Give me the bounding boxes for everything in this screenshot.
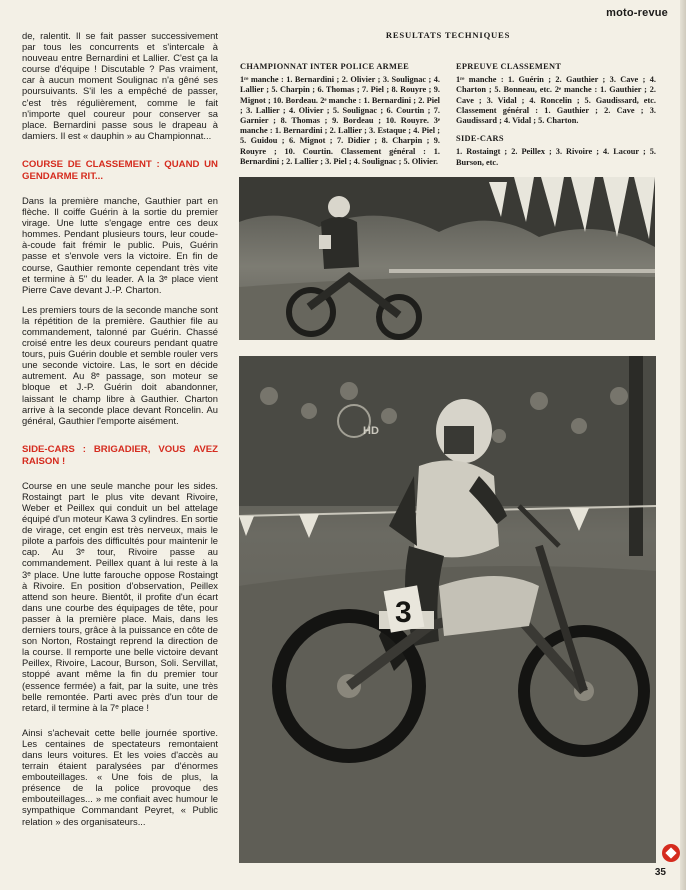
paragraph: Ainsi s'achevait cette belle journée sportive. Les centaines de spectateurs remontaient dans leurs voitures. Et les voies d'accès au terrain étaient paralysées par d'énormes embouteillages. « Une fois de plus, la présence de la police provoque des embouteillages... » me confiait avec humour le sympathique Commandant Peyret, « Public relation » des organisateurs... <box>22 726 218 827</box>
results-column-right <box>456 62 656 174</box>
paragraph: Dans la première manche, Gauthier part en flèche. Il coiffe Guérin à la sortie du premier virage. Une lutte s'engage entre ces deux hommes. Pendant plusieurs tours, leur coude-à-coude fait frémir le public. Puis, Guérin passe et s'envole vers la victoire. En fin de course, Gauthier remonte cependant très vite et termine à 5" du leader. A la 3ᵉ place vient Pierre Cave devant J.-P. Charton. <box>22 194 218 295</box>
left-column <box>22 30 218 836</box>
paragraph: Course en une seule manche pour les sides. Rostaingt part le plus vite devant Rivoire, Weber et Peillex qui conduit un bel attelage équipé d'un moteur Kawa 3 cylindres. En sortie de virage, cet engin est très nerveux, mais le pilote a parfois des difficultés pour maintenir le cap. Au 3ᵉ tour, Rivoire passe au commandement. Peillex quant à lui reste à la 3ᵉ place. Une lutte farouche oppose Rostaingt à Rivoire. En position d'observation, Peillex attend son heure. Bientôt, il profite d'un écart dans une courbe des équipages de tête, pour passer à la première place. Mais, dans les derniers tours, grâce à la puissance en côte de son Norton, Rostaingt reprend la direction de la course. Il remporte une belle victoire devant Peillex, Rivoire, Lacour, Burson, Soli. Servillat, stoppé avant même la fin du premier tour (essence fermée) a fait, par la suite, une très belle remontée. Parti avec près d'un tour de retard, il termine à la 7ᵉ place ! <box>22 479 218 713</box>
photo-rider-main <box>239 356 656 863</box>
intro-paragraph: de, ralentit. Il se fait passer successivement par tous les concurrents et s'intercale à nouveau entre Bernardini et Lallier. C'est ça la course d'équipe ! Discutable ? Pas vraiment, car à aucun moment Soulignac n'a gêné ses poursuivants. S'il les a empêché de passer, c'est très régulièrement, comme le fait n'importe quel coureur pour conserver sa place. Bernardini passe sous le drapeau à damiers. Il est « dauphin » au Championnat... <box>22 30 218 141</box>
results-column-left <box>240 62 440 173</box>
magazine-brand: moto-revue <box>606 7 668 19</box>
sidecars-results: 1. Rostaingt ; 2. Peillex ; 3. Rivoire ; 4. Lacour ; 5. Burson, etc. <box>456 147 656 167</box>
page-edge <box>680 0 686 890</box>
photo-watermark: HD <box>363 425 379 437</box>
epreuve-heading: EPREUVE CLASSEMENT <box>456 62 562 71</box>
paragraph: Les premiers tours de la seconde manche sont la répétition de la première. Gauthier file au commandement, talonné par Guérin. Chassé croisé entre les deux coureurs pendant quatre tours, puis Guérin double et semble rouler vers une seconde victoire. Las, le sort en décide autrement. Au 8ᵉ passage, son moteur se bloque et J.-P. Guérin doit abandonner, laissant le champ libre à Gauthier. Charton arrive à la seconde place devant Roncelin. Au général, Gauthier l'emporte aisément. <box>22 303 218 426</box>
section-heading-sidecars: SIDE-CARS : BRIGADIER, VOUS AVEZ RAISON ! <box>22 443 218 467</box>
championnat-results: 1ʳᵉ manche : 1. Bernardini ; 2. Olivier ; 3. Soulignac ; 4. Lallier ; 5. Charpin ; 6. Thomas ; 7. Piel ; 8. Rouyre ; 9. Mignot ; 10. Bordeau. 2ᵉ manche : 1. Bernardini ; 2. Piel ; 3. Lallier ; 4. Olivier ; 5. Soulignac ; 6. Courtin ; 7. Garnier ; 8. Thomas ; 9. Bordeau ; 10. Rouyre. 3ᵉ manche : 1. Bernardini ; 2. Lallier ; 3. Estaque ; 4. Piel ; 5. Guidou ; 6. Mignot ; 7. Didier ; 8. Charpin ; 9. Rouyre ; 10. Courtin. Classement général : 1. Bernardini ; 2. Lallier ; 3. Piel ; 4. Soulignac ; 5. Olivier. <box>240 75 440 166</box>
results-title: RESULTATS TECHNIQUES <box>385 30 511 40</box>
sidecars-heading: SIDE-CARS <box>456 134 504 144</box>
epreuve-results: 1ʳᵉ manche : 1. Guérin ; 2. Gauthier ; 3. Cave ; 4. Charton ; 5. Bonneau, etc. 2ᵉ manche : 1. Gauthier ; 2. Cave ; 3. Vidal ; 4. Roncelin ; 5. Gaudissard, etc. Classement général : 1. Gauthier ; 2. Cave ; 3. Gaudissard ; 4. Vidal ; 5. Charton. <box>456 75 656 126</box>
section-heading-classement: COURSE DE CLASSEMENT : QUAND UN GENDARME RIT... <box>22 158 218 182</box>
photo-rider-top <box>239 177 655 340</box>
championnat-heading: CHAMPIONNAT INTER POLICE ARMEE <box>240 62 409 71</box>
corner-logo-icon <box>662 844 680 862</box>
race-number: 3 <box>395 596 412 629</box>
page-number: 35 <box>654 867 666 878</box>
